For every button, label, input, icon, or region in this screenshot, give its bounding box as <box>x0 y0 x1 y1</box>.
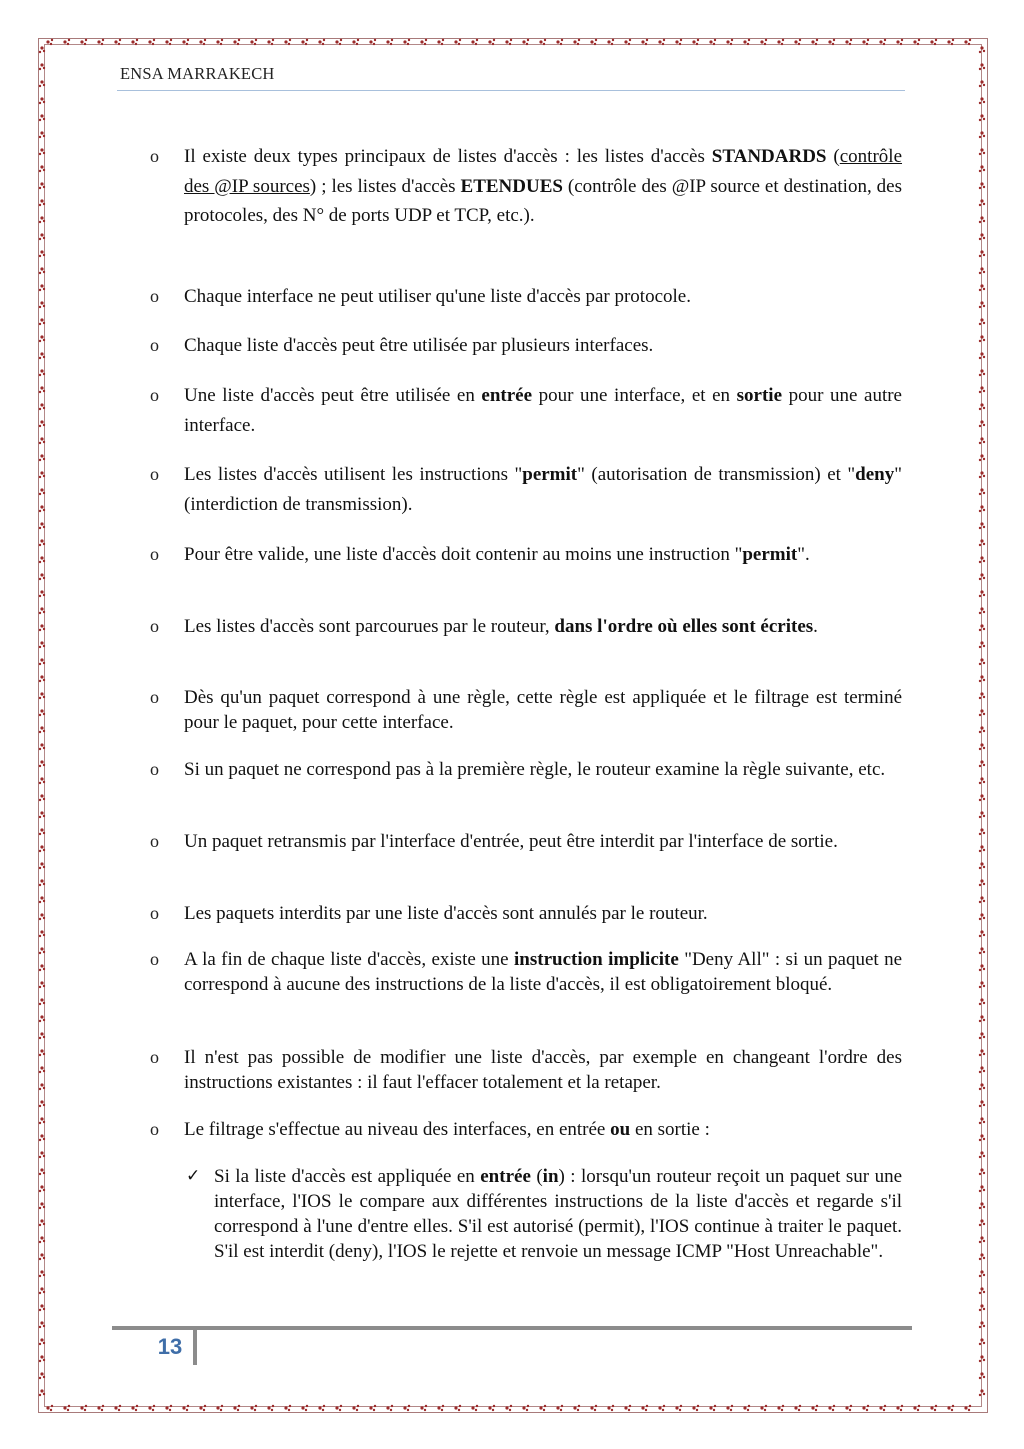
list-item-text: Pour être valide, une liste d'accès doit contenir au moins une instruction "permit". <box>184 544 810 565</box>
list-item-text: Il n'est pas possible de modifier une liste d'accès, par exemple en changeant l'ordre des instructions existantes : il faut l'effacer totalement et la retaper. <box>184 1047 902 1093</box>
list-item-text: Les listes d'accès utilisent les instructions "permit" (autorisation de transmission) et "deny" (interdiction de transmission). <box>184 464 902 515</box>
border-ornament-right <box>976 40 988 1410</box>
list-item <box>150 331 902 361</box>
list-item-text: Une liste d'accès peut être utilisée en entrée pour une interface, et en sortie pour une autre interface. <box>184 385 902 436</box>
list-item-text: Il existe deux types principaux de listes d'accès : les listes d'accès STANDARDS (contrôle des @IP sources) ; les listes d'accès ETENDUES (contrôle des @IP source et destination, des protocoles, des N° de ports UDP et TCP, etc.). <box>184 146 903 226</box>
list-item-text: Si un paquet ne correspond pas à la première règle, le routeur examine la règle suivante, etc. <box>184 759 886 780</box>
border-ornament-top <box>40 36 984 48</box>
list-item-text: A la fin de chaque liste d'accès, existe une instruction implicite "Deny All" : si un paquet ne correspond à aucune des instructions de la liste d'accès, il est obligatoirement bloqué. <box>184 949 902 995</box>
list-item-text: Chaque liste d'accès peut être utilisée par plusieurs interfaces. <box>184 335 654 356</box>
list-item-text: Dès qu'un paquet correspond à une règle, cette règle est appliquée et le filtrage est terminé pour le paquet, pour cette interface. <box>184 687 902 733</box>
bullet-marker: o <box>150 616 159 636</box>
list-item <box>150 542 902 567</box>
sub-list-item <box>186 1164 902 1264</box>
sub-list-item-text: Si la liste d'accès est appliquée en entrée (in) : lorsqu'un routeur reçoit un paquet sur une interface, l'IOS le compare aux différentes instructions de la liste d'accès et regarde s'il correspond à l'une d'entre elles. S'il est autorisé (permit), l'IOS continue à traiter le paquet. S'il est interdit (deny), l'IOS le rejette et renvoie un message ICMP "Host Unreachable". <box>214 1166 903 1262</box>
bullet-marker: o <box>150 903 159 923</box>
bullet-marker: o <box>150 385 159 405</box>
list-item <box>150 829 902 854</box>
checkmark-icon: ✓ <box>186 1166 201 1186</box>
list-item <box>150 142 902 231</box>
header-rule <box>117 90 905 91</box>
bullet-marker: o <box>150 335 159 355</box>
header-title: ENSA MARRAKECH <box>120 64 275 83</box>
list-item <box>150 947 902 997</box>
list-item <box>150 282 902 312</box>
bullet-marker: o <box>150 1047 159 1067</box>
bullet-marker: o <box>150 286 159 306</box>
list-item <box>150 614 902 639</box>
list-item <box>150 685 902 735</box>
bullet-marker: o <box>150 759 159 779</box>
page-number-separator <box>193 1329 197 1365</box>
list-item-text: Un paquet retransmis par l'interface d'entrée, peut être interdit par l'interface de sortie. <box>184 831 838 852</box>
border-ornament-left <box>36 40 48 1410</box>
border-ornament-bottom <box>40 1402 984 1414</box>
bullet-marker: o <box>150 146 159 166</box>
list-item <box>150 901 902 926</box>
list-item-text: Les listes d'accès sont parcourues par le routeur, dans l'ordre où elles sont écrites. <box>184 616 818 637</box>
list-item-text: Le filtrage s'effectue au niveau des interfaces, en entrée ou en sortie : <box>184 1119 710 1140</box>
bullet-marker: o <box>150 831 159 851</box>
bullet-marker: o <box>150 1119 159 1139</box>
bullet-marker: o <box>150 464 159 484</box>
list-item <box>150 381 902 440</box>
bullet-marker: o <box>150 687 159 707</box>
list-item-text: Chaque interface ne peut utiliser qu'une liste d'accès par protocole. <box>184 286 691 307</box>
list-item-text: Les paquets interdits par une liste d'accès sont annulés par le routeur. <box>184 903 708 924</box>
bullet-marker: o <box>150 544 159 564</box>
list-item <box>150 1117 902 1142</box>
list-item <box>150 1045 902 1095</box>
list-item <box>150 460 902 519</box>
page-number: 13 <box>157 1334 183 1359</box>
bullet-marker: o <box>150 949 159 969</box>
footer-rule <box>112 1326 912 1330</box>
list-item <box>150 757 902 782</box>
